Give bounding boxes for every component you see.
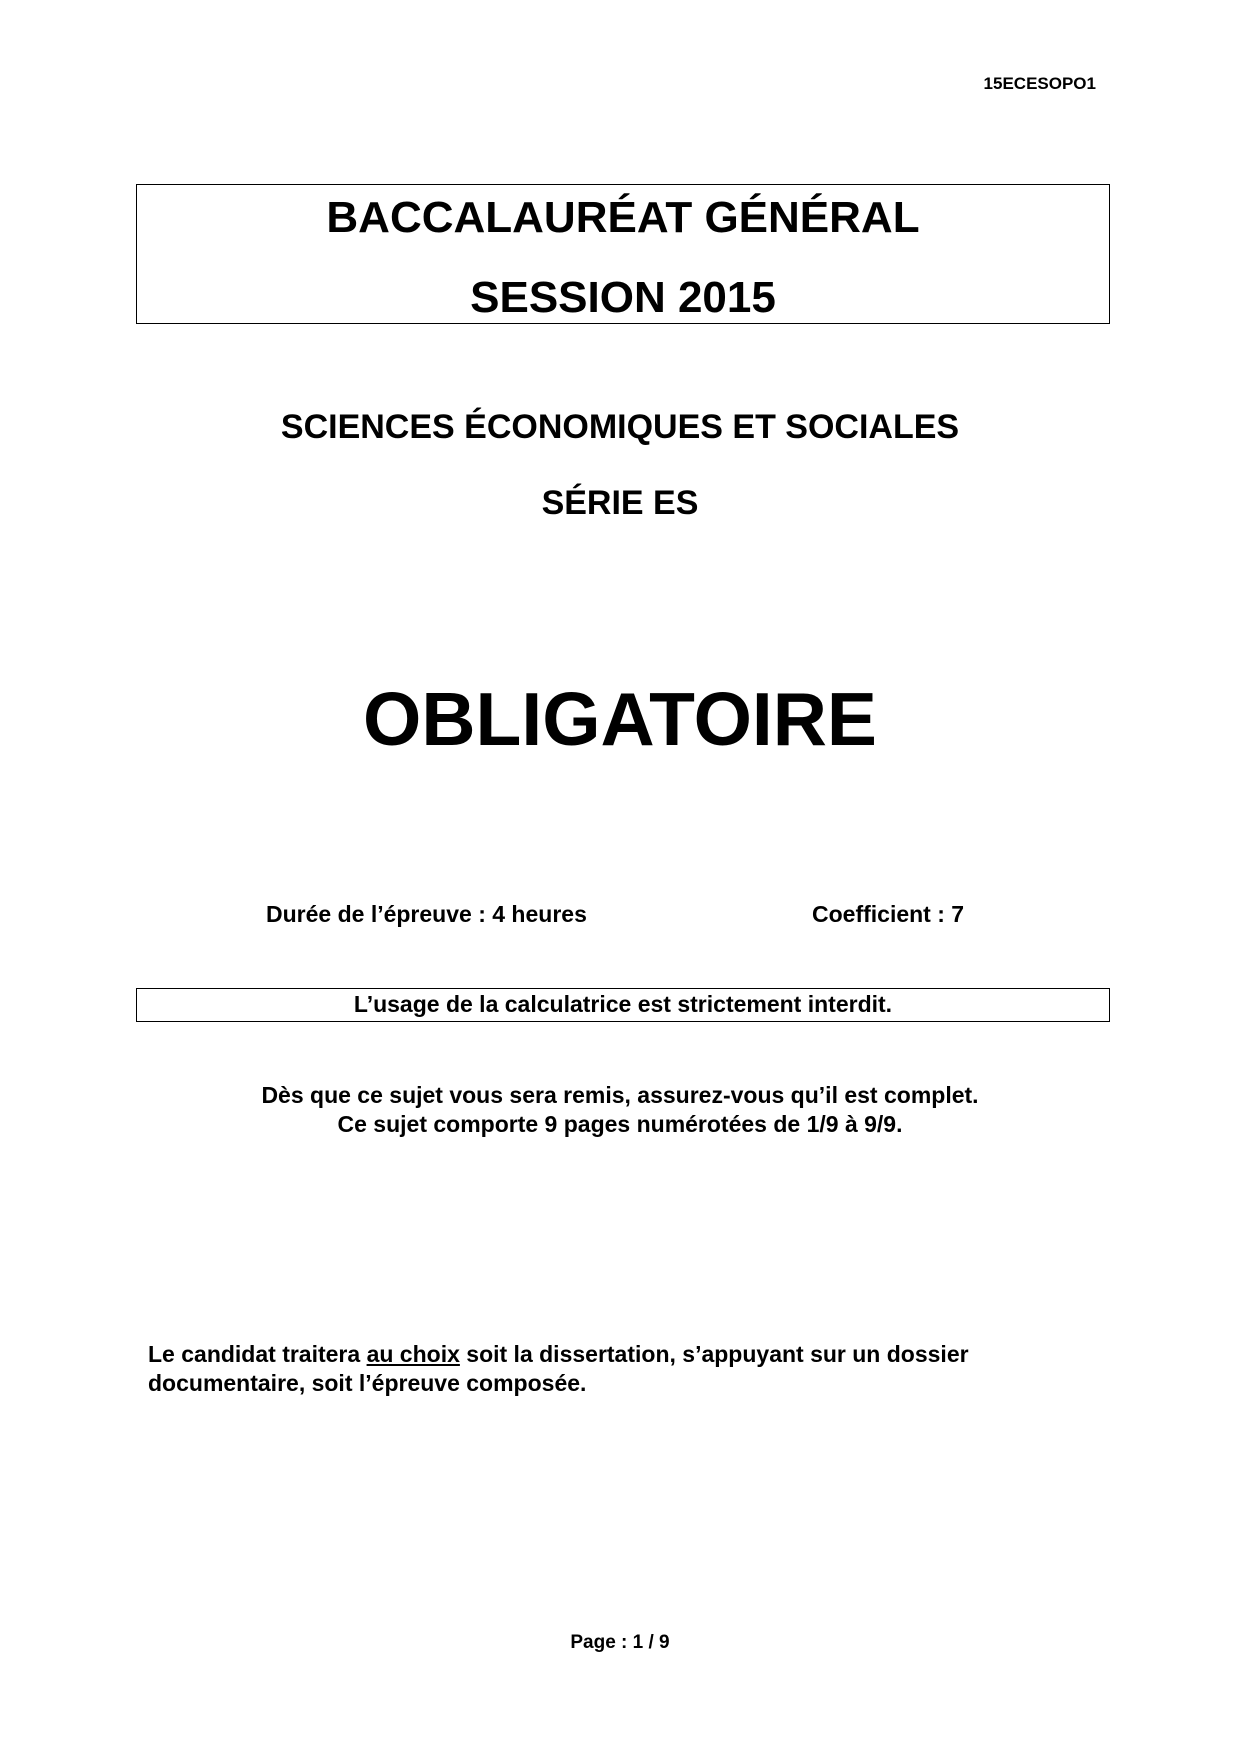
completeness-notice-line1: Dès que ce sujet vous sera remis, assurez-vous qu’il est complet.: [261, 1082, 979, 1108]
choice-text-after: soit la dissertation, s’appuyant sur un dossier documentaire, soit l’épreuve composée.: [148, 1341, 969, 1396]
calculator-notice: L’usage de la calculatrice est strictement interdit.: [353, 991, 893, 1017]
exam-type: OBLIGATOIRE: [363, 677, 877, 761]
exam-duration: Durée de l’épreuve : 4 heures: [266, 901, 587, 927]
choice-instruction: [148, 1340, 1108, 1398]
calculator-notice-box: [136, 988, 1110, 1022]
series-name: SÉRIE ES: [541, 484, 699, 522]
exam-coefficient: Coefficient : 7: [812, 901, 965, 927]
choice-text-underlined: au choix: [366, 1341, 460, 1367]
choice-text-before: Le candidat traitera: [148, 1341, 367, 1367]
exam-title: BACCALAURÉAT GÉNÉRAL: [326, 193, 920, 242]
session-title: SESSION 2015: [470, 273, 776, 322]
document-code: 15ECESOPO1: [983, 74, 1096, 93]
page-number: Page : 1 / 9: [570, 1632, 670, 1653]
completeness-notice-line2: Ce sujet comporte 9 pages numérotées de 1/9 à 9/9.: [337, 1111, 903, 1137]
subject-name: SCIENCES ÉCONOMIQUES ET SOCIALES: [280, 408, 960, 446]
title-box: [136, 184, 1110, 324]
